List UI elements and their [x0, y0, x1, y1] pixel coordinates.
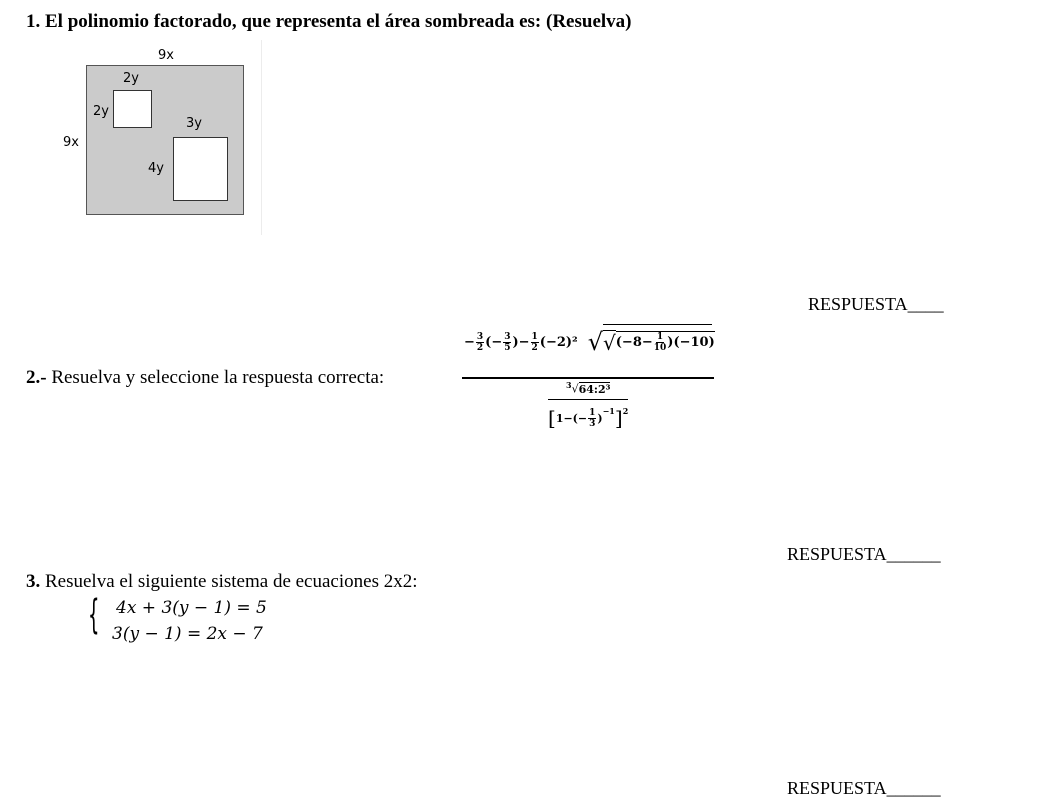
outer-width-label: 9x	[158, 48, 174, 63]
q3-answer-line[interactable]: RESPUESTA______	[787, 778, 941, 798]
sqrt-sign-outer: √	[587, 328, 604, 356]
question-3-title	[26, 571, 418, 593]
fraction-1-10: $\frac{1}{10}$	[653, 332, 667, 353]
formula-numerator: − $\frac{3}{2}$ (− $\frac{3}{5}$ )− $\frac{1}{2}$ (−2)² √ √ (−8− $\frac{1}{10}$ )(−10)	[464, 328, 715, 356]
inner-fraction-bar	[548, 399, 628, 400]
system-brace: {	[88, 592, 100, 638]
outer-height-label: 9x	[63, 135, 79, 150]
question-3-text: Resuelva el siguiente sistema de ecuaciones 2x2:	[40, 571, 418, 592]
big-square-top-label: 3y	[186, 116, 202, 131]
small-square	[113, 90, 152, 128]
q2-answer-line[interactable]: RESPUESTA______	[787, 544, 941, 564]
equation-1: 4x + 3(y − 1) = 5	[116, 598, 267, 618]
equation-system	[88, 592, 318, 652]
question-1-title	[26, 11, 632, 33]
question-1-text: El polinomio factorado, que representa el área sombreada es: (Resuelva)	[45, 11, 632, 32]
small-square-top-label: 2y	[123, 71, 139, 86]
fraction-1-2: $\frac{1}{2}$	[531, 331, 538, 353]
bracket-expression: [ 1−(− $\frac{1}{3}$ ) $^{-1}$ ] $^2$	[548, 406, 629, 430]
area-figure	[55, 40, 265, 235]
question-2-title	[26, 367, 384, 389]
cube-root: $^3$√64:2³	[566, 380, 611, 396]
big-square-side-label: 4y	[148, 161, 164, 176]
power-term: (−2)²	[539, 334, 578, 350]
outer-sqrt-vinculum	[603, 324, 712, 325]
question-3-number: 3.	[26, 571, 41, 592]
q1-answer-line[interactable]: RESPUESTA____	[808, 294, 944, 314]
complex-fraction	[462, 320, 714, 445]
question-1-number: 1.	[26, 11, 41, 32]
big-square	[173, 137, 228, 201]
fraction-3-2: $\frac{3}{2}$	[476, 331, 484, 353]
fraction-1-3: $\frac{1}{3}$	[589, 407, 596, 429]
small-square-side-label: 2y	[93, 104, 109, 119]
equation-2: 3(y − 1) = 2x − 7	[112, 624, 263, 644]
figure-right-rule	[261, 40, 262, 235]
sqrt-radicand: (−8− $\frac{1}{10}$ )(−10)	[615, 332, 715, 353]
fraction-3-5: $\frac{3}{5}$	[504, 331, 511, 353]
sqrt-sign-inner: √	[603, 330, 616, 355]
question-2-text: Resuelva y seleccione la respuesta correcta:	[46, 367, 385, 388]
question-2-number: 2.-	[26, 367, 47, 388]
main-fraction-bar	[462, 377, 714, 379]
